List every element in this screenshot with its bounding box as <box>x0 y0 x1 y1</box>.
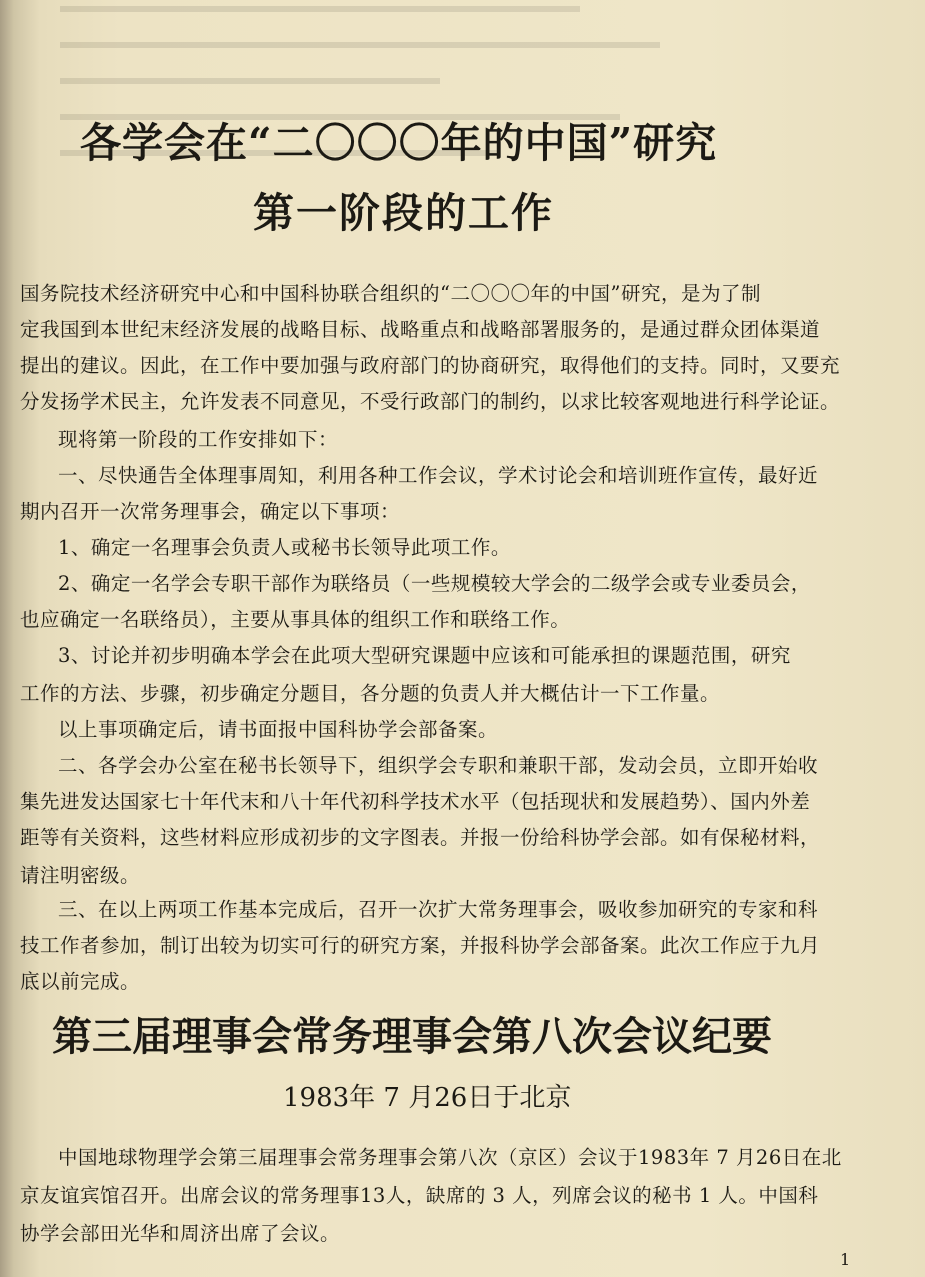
paragraph-line: 也应确定一名联络员），主要从事具体的组织工作和联络工作。 <box>20 608 571 631</box>
paragraph-line: 底以前完成。 <box>20 970 141 993</box>
paragraph-line: 技工作者参加，制订出较为切实可行的研究方案，并报科协学会部备案。此次工作应于九月 <box>20 934 821 957</box>
paragraph-line: 1、确定一名理事会负责人或秘书长领导此项工作。 <box>58 536 511 559</box>
paragraph-line: 现将第一阶段的工作安排如下： <box>58 428 339 451</box>
paragraph-line: 三、在以上两项工作基本完成后，召开一次扩大常务理事会，吸收参加研究的专家和科 <box>58 898 819 921</box>
paragraph-line: 国务院技术经济研究中心和中国科协联合组织的“二〇〇〇年的中国”研究，是为了制 <box>20 282 761 305</box>
paragraph-line: 二、各学会办公室在秘书长领导下，组织学会专职和兼职干部，发动会员，立即开始收 <box>58 754 819 777</box>
paragraph-line: 定我国到本世纪末经济发展的战略目标、战略重点和战略部署服务的，是通过群众团体渠道 <box>20 318 821 341</box>
article2-dateline: 1983年 7 月26日于北京 <box>283 1083 572 1113</box>
article1-title-line2: 第一阶段的工作 <box>253 189 554 237</box>
page-number: 1 <box>840 1250 851 1269</box>
paragraph-line: 中国地球物理学会第三届理事会常务理事会第八次（京区）会议于1983年 7 月26日在北 <box>58 1146 842 1169</box>
paragraph-line: 3、讨论并初步明确本学会在此项大型研究课题中应该和可能承担的课题范围，研究 <box>58 644 791 667</box>
paragraph-line: 期内召开一次常务理事会，确定以下事项： <box>20 500 401 523</box>
paragraph-line: 集先进发达国家七十年代末和八十年代初科学技术水平（包括现状和发展趋势）、国内外差 <box>20 790 811 813</box>
paragraph-line: 2、确定一名学会专职干部作为联络员（一些规模较大学会的二级学会或专业委员会， <box>58 572 811 595</box>
paragraph-line: 以上事项确定后，请书面报中国科协学会部备案。 <box>58 718 499 741</box>
paragraph-line: 提出的建议。因此，在工作中要加强与政府部门的协商研究，取得他们的支持。同时，又要充 <box>20 354 841 377</box>
paragraph-line: 工作的方法、步骤，初步确定分题目，各分题的负责人并大概估计一下工作量。 <box>20 682 721 705</box>
paragraph-line: 一、尽快通告全体理事周知，利用各种工作会议，学术讨论会和培训班作宣传，最好近 <box>58 464 819 487</box>
paragraph-line: 协学会部田光华和周济出席了会议。 <box>20 1222 341 1245</box>
paragraph-line: 请注明密级。 <box>20 864 141 887</box>
paragraph-line: 分发扬学术民主，允许发表不同意见，不受行政部门的制约，以求比较客观地进行科学论证。 <box>20 390 841 413</box>
paragraph-line: 距等有关资料，这些材料应形成初步的文字图表。并报一份给科协学会部。如有保秘材料， <box>20 826 821 849</box>
article2-title: 第三届理事会常务理事会第八次会议纪要 <box>52 1013 772 1060</box>
paragraph-line: 京友谊宾馆召开。出席会议的常务理事13人，缺席的 3 人，列席会议的秘书 1 人。中国科 <box>20 1184 819 1207</box>
article1-title-line1: 各学会在“二〇〇〇年的中国”研究 <box>80 119 718 167</box>
